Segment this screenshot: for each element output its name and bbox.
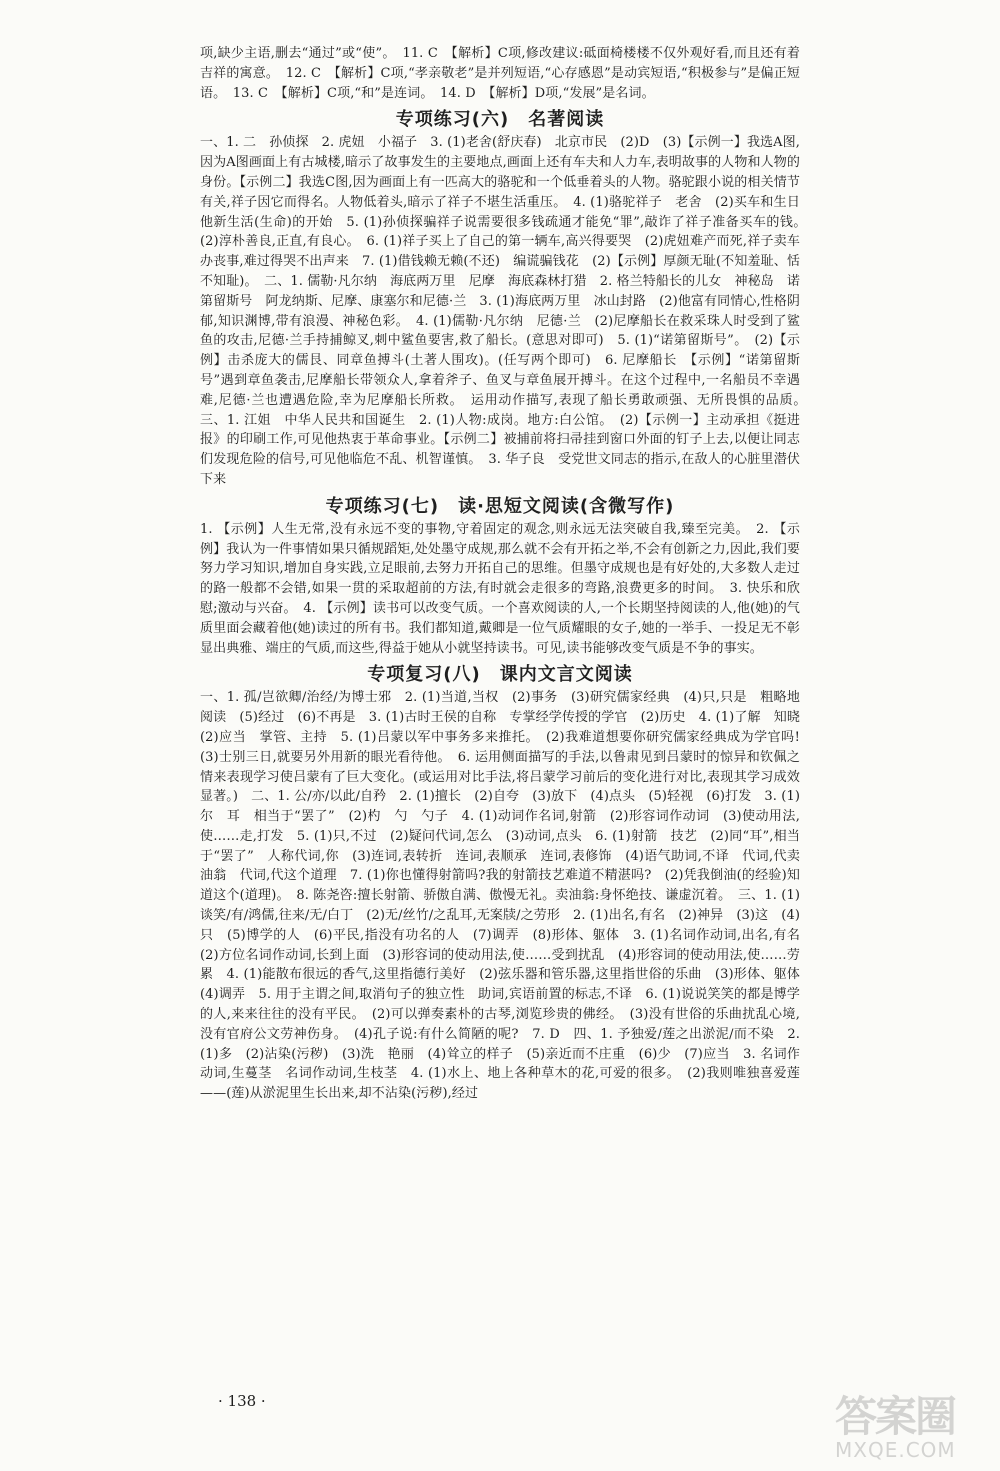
answer-key-page: [200, 44, 814, 1104]
answer-paragraph: 1. 【示例】人生无常,没有永远不变的事物,守着固定的观念,则永远无法突破自我,臻至完美。 2. 【示例】我认为一件事情如果只循规蹈矩,处处墨守成规,那么就不会有开拓之举,不会有创新之力,因此,我们要努力学习知识,增加自身实践,立足眼前,去努力开拓自己的思维。但墨守成规也是有好处的,大多数人走过的路一般都不会错,如果一贯的采取超前的方法,有时就会走很多的弯路,浪费更多的时间。 3. 快乐和欣慰;激动与兴奋。 4. 【示例】读书可以改变气质。一个喜欢阅读的人,一个长期坚持阅读的人,他(她)的气质里面会藏着他(她)读过的所有书。我们都知道,戴卿是一位气质耀眼的女子,她的一举手、一投足无不彰显出典雅、端庄的气质,而这些,得益于她从小就坚持读书。可见,读书能够改变气质是不争的事实。: [200, 521, 800, 656]
answer-paragraph: 项,缺少主语,删去“通过”或“使”。 11. C 【解析】C项,修改建议:砥面椅楼楼不仅外观好看,而且还有着吉祥的寓意。 12. C 【解析】C项,“孝亲敬老”是并列短语,“心存感恩”是动宾短语,“积极参与”是偏正短语。 13. C 【解析】C项,“和”是连词。 14. D 【解析】D项,“发展”是名词。: [200, 46, 800, 101]
section-heading: 专项复习(八) 课内文言文阅读: [367, 664, 633, 686]
watermark-logo: [835, 1392, 990, 1465]
answer-paragraph: 一、1. 孤/岂欲卿/治经/为博士邪 2. (1)当道,当权 (2)事务 (3)研究儒家经典 (4)只,只是 粗略地阅读 (5)经过 (6)不再是 3. (1)古时王侯的自称 专掌经学传授的学官 (2)历史 4. (1)了解 知晓 (2)应当 掌管、主持 5. (1)吕蒙以军中事务多来推托。 (2)我难道想要你研究儒家经典成为学官吗! (3)士别三日,就要另外用新的眼光看待他。 6. 运用侧面描写的手法,以鲁肃见到吕蒙时的惊异和钦佩之情来表现学习使吕蒙有了巨大变化。(或运用对比手法,将吕蒙学习前后的变化进行对比,表现其学习成效显著。) 二、1. 公/亦/以此/自矜 2. (1)擅长 (2)自夸 (3)放下 (4)点头 (5)轻视 (6)打发 3. (1)尔 耳 相当于“罢了” (2)杓 勺 勺子 4. (1)动词作名词,射箭 (2)形容词作动词 (3)使动用法,使……走,打发 5. (1)只,不过 (2)疑问代词,怎么 (3)动词,点头 6. (1)射箭 技艺 (2)同“耳”,相当于“罢了” 人称代词,你 (3)连词,表转折 连词,表顺承 连词,表修饰 (4)语气助词,不译 代词,代卖油翁 代词,代这个道理 7. (1)你也懂得射箭吗?我的射箭技艺难道不精湛吗? (2)凭我倒油(的经验)知道这个(道理)。 8. 陈尧咨:擅长射箭、骄傲自满、傲慢无礼。卖油翁:身怀绝技、谦虚沉着。 三、1. (1)谈笑/有/鸿儒,往来/无/白丁 (2)无/丝竹/之乱耳,无案牍/之劳形 2. (1)出名,有名 (2)神异 (3)这 (4)只 (5)博学的人 (6)平民,指没有功名的人 (7)调弄 (8)形体、躯体 3. (1)名词作动词,出名,有名 (2)方位名词作动词,长到上面 (3)形容词的使动用法,使……受到扰乱 (4)形容词的使动用法,使……劳累 4. (1)能散布很远的香气,这里指德行美好 (2)弦乐器和管乐器,这里指世俗的乐曲 (3)形体、躯体 (4)调弄 5. 用于主谓之间,取消句子的独立性 助词,宾语前置的标志,不译 6. (1)说说笑笑的都是博学的人,来来往往的没有平民。 (2)可以弹奏素朴的古琴,浏览珍贵的佛经。 (3)没有世俗的乐曲扰乱心境,没有官府公文劳神伤身。 (4)孔子说:有什么简陋的呢? 7. D 四、1. 予独爱/莲之出淤泥/而不染 2. (1)多 (2)沾染(污秽) (3)洗 艳丽 (4)耸立的样子 (5)亲近而不庄重 (6)少 (7)应当 3. 名词作动词,生蔓茎 名词作动词,生枝茎 4. (1)水上、地上各种草木的花,可爱的很多。 (2)我则唯独喜爱莲——(莲)从淤泥里生长出来,却不沾染(污秽),经过: [200, 690, 814, 1102]
answer-paragraph: 一、1. 二 孙侦探 2. 虎妞 小福子 3. (1)老舍(舒庆春) 北京市民 (2)D (3)【示例一】我选A图,因为A图画面上有古城楼,暗示了故事发生的主要地点,画面上还有车夫和人力车,表明故事的人物和人物的身份。【示例二】我选C图,因为画面上有一匹高大的骆驼和一个低垂着头的人物。骆驼跟小说的相关情节有关,祥子因它而得名。人物低着头,暗示了祥子不堪生活重压。 4. (1)骆驼祥子 老舍 (2)买车和生日 他新生活(生命)的开始 5. (1)孙侦探骗祥子说需要很多钱疏通才能免“罪”,敲诈了祥子准备买车的钱。 (2)淳朴善良,正直,有良心。 6. (1)祥子买上了自己的第一辆车,高兴得要哭 (2)虎妞难产而死,祥子卖车办丧事,难过得哭不出声来 7. (1)借钱赖无赖(不还) 编谎骗钱花 (2)【示例】厚颜无耻(不知羞耻、恬不知耻)。 二、1. 儒勒·凡尔纳 海底两万里 尼摩 海底森林打猎 2. 格兰特船长的儿女 神秘岛 诺第留斯号 阿龙纳斯、尼摩、康塞尔和尼德·兰 3. (1)海底两万里 冰山封路 (2)他富有同情心,性格阴郁,知识渊博,带有浪漫、神秘色彩。 4. (1)儒勒·凡尔纳 尼德·兰 (2)尼摩船长在救采珠人时受到了鲨鱼的攻击,尼德·兰手持捕鲸叉,刺中鲨鱼要害,救了船长。(意思对即可) 5. (1)“诺第留斯号”。 (2)【示例】击杀庞大的儒艮、同章鱼搏斗(土著人围攻)。(任写两个即可) 6. 尼摩船长 【示例】“诺第留斯号”遇到章鱼袭击,尼摩船长带领众人,拿着斧子、鱼叉与章鱼展开搏斗。在这个过程中,一名船员不幸遇难,尼德·兰也遭遇危险,幸为尼摩船长所救。 运用动作描写,表现了船长勇敢顽强、无所畏惧的品质。 三、1. 江姐 中华人民共和国诞生 2. (1)人物:成岗。地方:白公馆。 (2)【示例一】主动承担《挺进报》的印刷工作,可见他热衷于革命事业。【示例二】被捕前将扫帚挂到窗口外面的钉子上去,以便让同志们发现危险的信号,可见他临危不乱、机智谨慎。 3. 华子良 受党世文同志的指示,在敌人的心脏里潜伏下来: [200, 135, 814, 487]
section-heading: 专项练习(六) 名著阅读: [395, 109, 605, 131]
page-number: · 138 ·: [218, 1392, 266, 1410]
watermark-url: MXQE.COM: [835, 1438, 956, 1462]
watermark-text: 答案圈: [835, 1392, 956, 1441]
section-heading: 专项练习(七) 读·思短文阅读(含微写作): [325, 495, 675, 517]
